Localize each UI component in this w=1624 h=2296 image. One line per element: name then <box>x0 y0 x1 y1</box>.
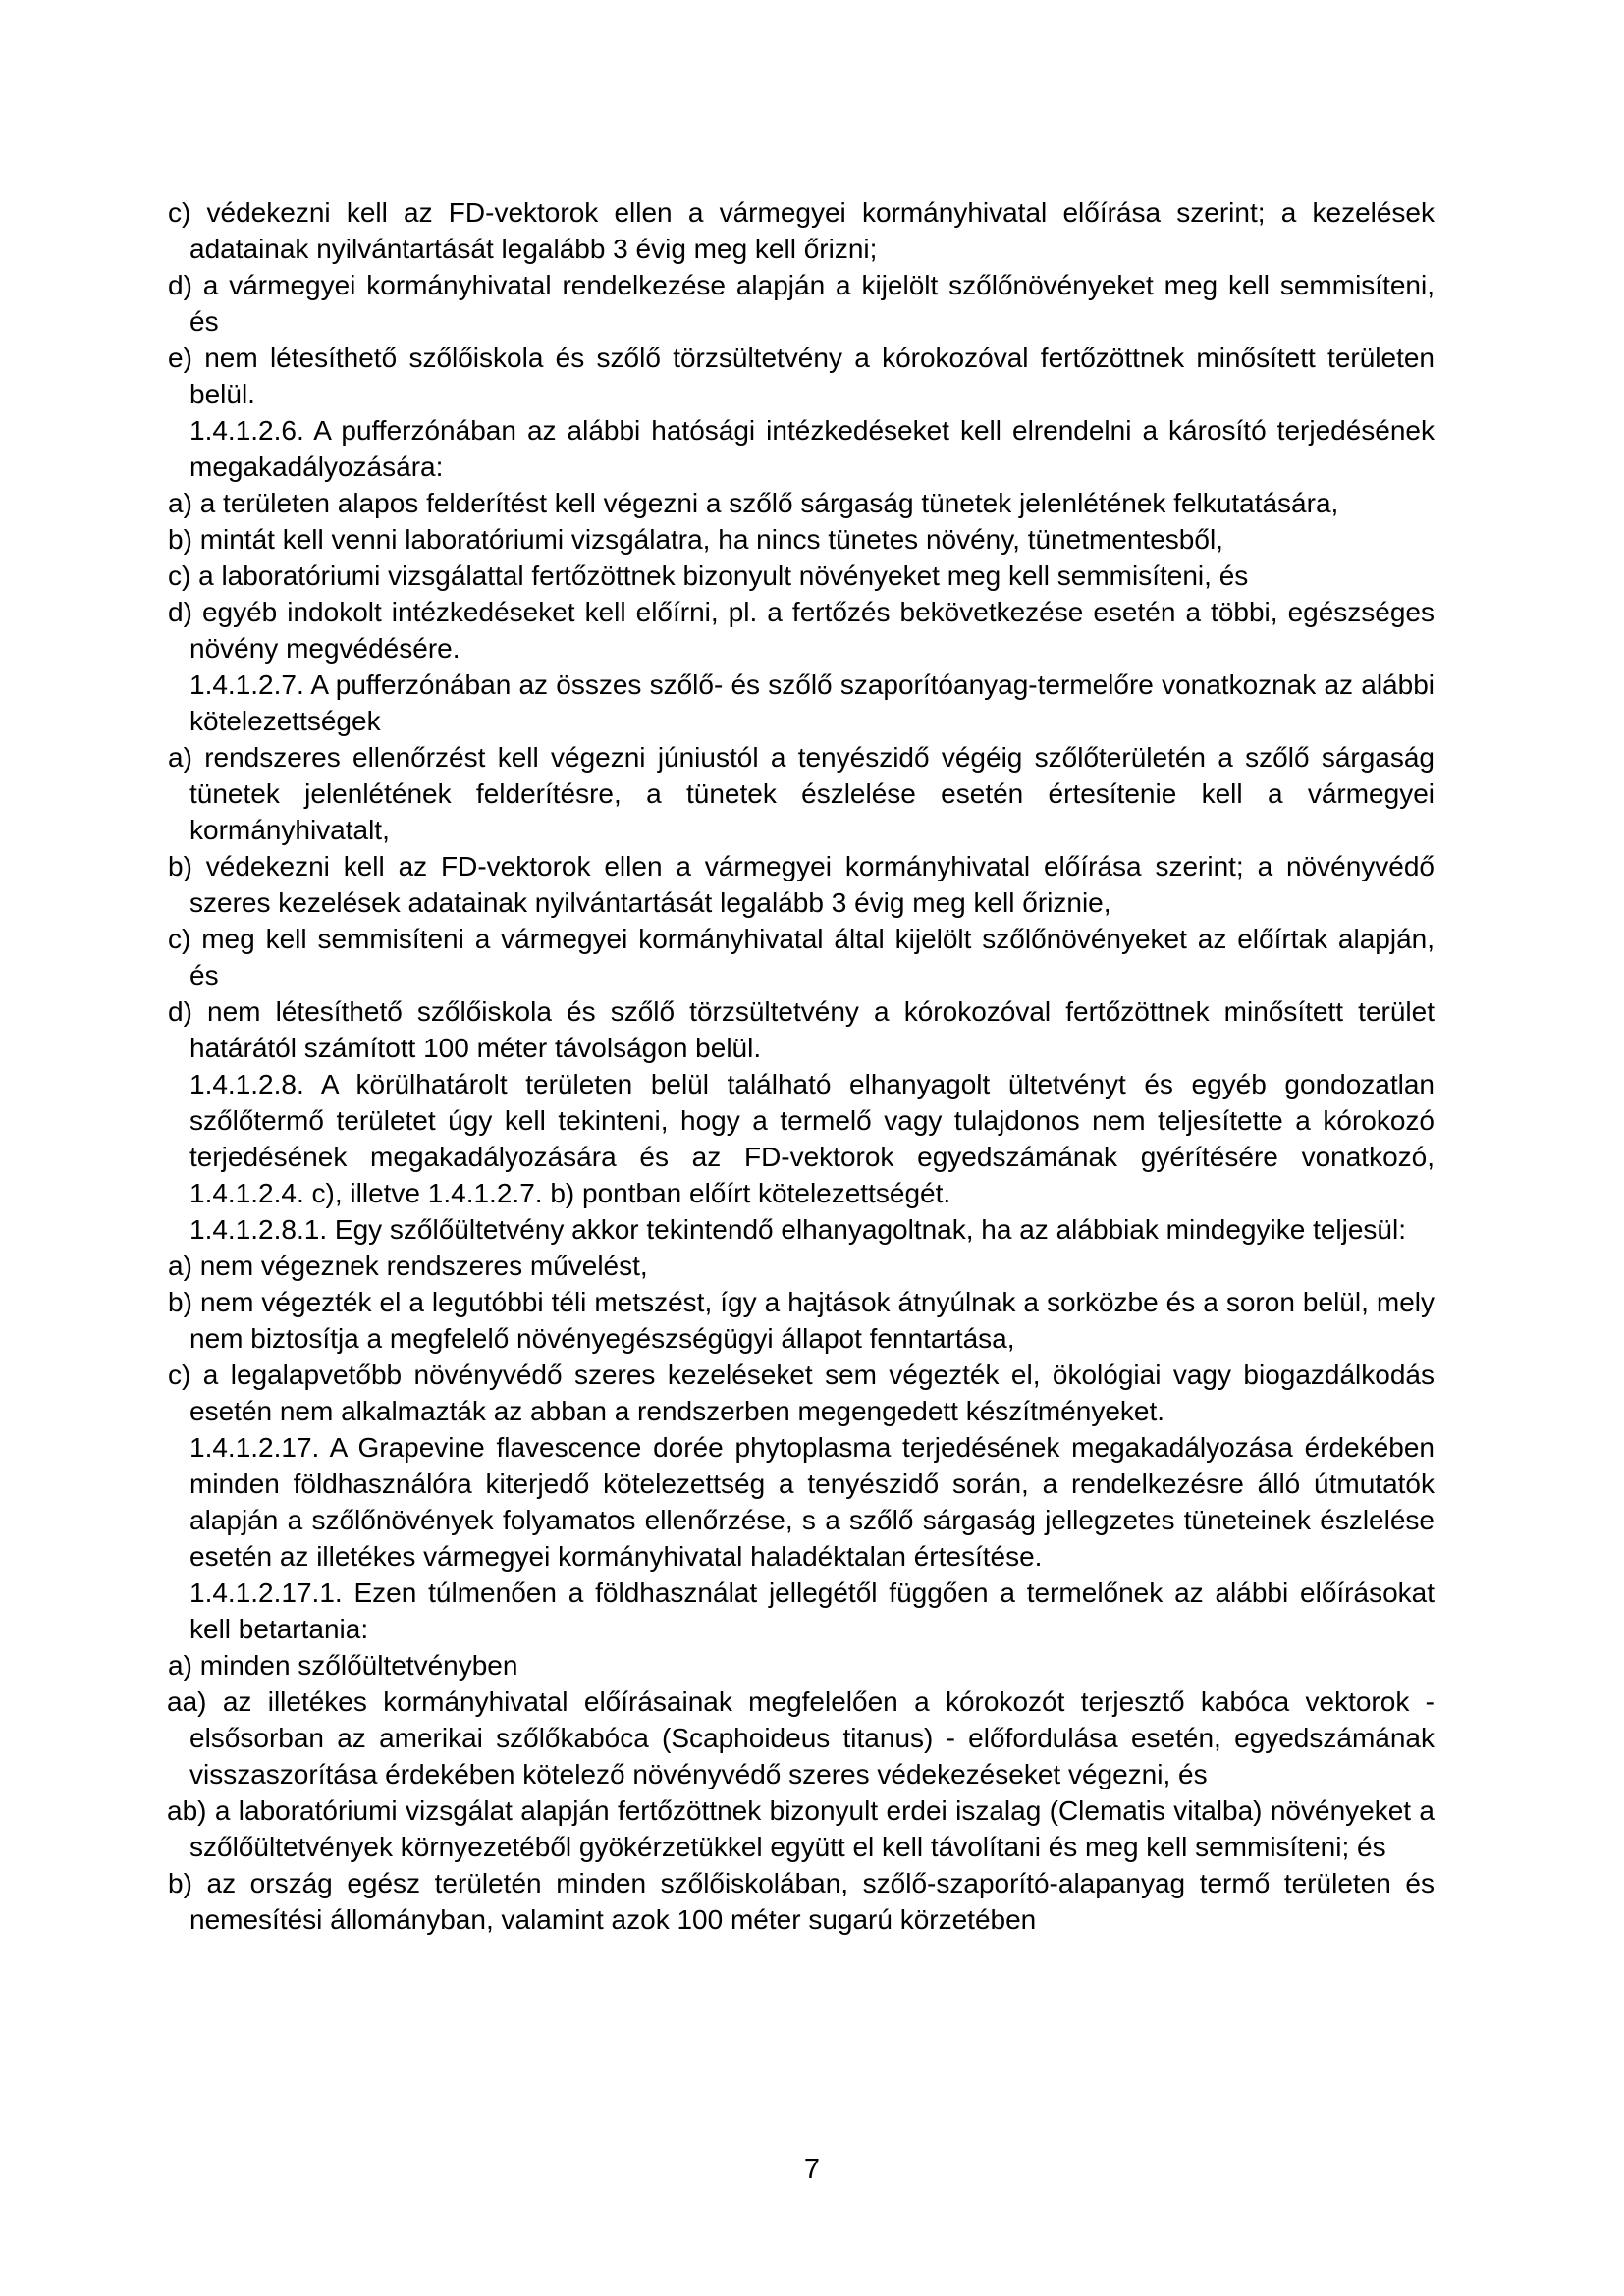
list-item-text: mintát kell venni laboratóriumi vizsgálatra, ha nincs tünetes növény, tünetmentesből, <box>199 524 1223 555</box>
list-item-text: az illetékes kormányhivatal előírásainak megfelelően a kórokozót terjesztő kabóca vektorok - elsősorban az amerikai szőlőkabóca (Scaphoideus titanus) - előfordulása esetén, egyedszámának visszaszorítása érdekében kötelező növényvédő szeres védekezéseket végezni, és <box>189 1686 1435 1789</box>
list-item-text: védekezni kell az FD-vektorok ellen a vármegyei kormányhivatal előírása szerint; a kezelések adatainak nyilvántartását legalább 3 évig meg kell őrizni; <box>189 197 1435 264</box>
list-item <box>168 848 1435 921</box>
list-item-label: b) <box>168 1287 192 1317</box>
numbered-paragraph <box>189 1211 1435 1248</box>
list-item <box>168 485 1435 521</box>
list-item <box>168 194 1435 267</box>
list-item <box>168 993 1435 1066</box>
list-item-label: a) <box>168 1251 192 1281</box>
list-item-text: nem végezték el a legutóbbi téli metszést, így a hajtások átnyúlnak a sorközbe és a soron belül, mely nem biztosítja a megfelelő növényegészségügyi állapot fenntartása, <box>189 1287 1435 1354</box>
list-item <box>168 1248 1435 1284</box>
list-item-text: a vármegyei kormányhivatal rendelkezése alapján a kijelölt szőlőnövényeket meg kell semmisíteni, és <box>189 270 1435 337</box>
list-item-text: védekezni kell az FD-vektorok ellen a vármegyei kormányhivatal előírása szerint; a növényvédő szeres kezelések adatainak nyilvántartását legalább 3 évig meg kell őriznie, <box>189 851 1435 918</box>
list-item <box>168 921 1435 993</box>
list-item-text: nem létesíthető szőlőiskola és szőlő törzsültetvény a kórokozóval fertőzöttnek minősített területen belül. <box>189 343 1435 409</box>
list-item-text: a laboratóriumi vizsgálattal fertőzöttnek bizonyult növényeket meg kell semmisíteni, és <box>198 561 1249 591</box>
list-item <box>168 267 1435 340</box>
list-item-text: a területen alapos felderítést kell végezni a szőlő sárgaság tünetek jelenlétének felkutatására, <box>199 488 1339 518</box>
list-item-text: nem létesíthető szőlőiskola és szőlő törzsültetvény a kórokozóval fertőzöttnek minősített terület határától számított 100 méter távolságon belül. <box>189 996 1435 1063</box>
list-item-label: c) <box>168 561 191 591</box>
list-item <box>168 594 1435 667</box>
list-item <box>168 1284 1435 1357</box>
paragraph-text: 1.4.1.2.8.1. Egy szőlőültetvény akkor tekintendő elhanyagoltnak, ha az alábbiak mindegyike teljesül: <box>189 1214 1406 1245</box>
list-item-text: minden szőlőültetvényben <box>199 1650 518 1681</box>
numbered-paragraph <box>189 667 1435 739</box>
list-item <box>168 521 1435 558</box>
list-item-text: egyéb indokolt intézkedéseket kell előírni, pl. a fertőzés bekövetkezése esetén a többi, egészséges növény megvédésére. <box>189 597 1435 664</box>
list-item-label: ab) <box>167 1795 207 1826</box>
list-item <box>168 1357 1435 1429</box>
list-item-label: aa) <box>167 1686 207 1717</box>
list-item-label: d) <box>168 270 192 300</box>
paragraph-text: 1.4.1.2.7. A pufferzónában az összes szőlő- és szőlő szaporítóanyag-termelőre vonatkoznak az alábbi kötelezettségek <box>189 669 1435 736</box>
page-number: 7 <box>803 2154 821 2185</box>
numbered-paragraph <box>189 412 1435 485</box>
sub-list-item <box>167 1683 1435 1792</box>
list-item-label: c) <box>168 197 191 228</box>
list-item-text: a legalapvetőbb növényvédő szeres kezeléseket sem végezték el, ökológiai vagy biogazdálkodás esetén nem alkalmazták az abban a rendszerben megengedett készítményeket. <box>189 1360 1435 1426</box>
list-item-text: a laboratóriumi vizsgálat alapján fertőzöttnek bizonyult erdei iszalag (Clematis vitalba) növényeket a szőlőültetvények környezetéből gyökérzetükkel együtt el kell távolítani és meg kell semmisíteni; és <box>189 1795 1435 1862</box>
list-item <box>168 1865 1435 1938</box>
list-item <box>168 558 1435 594</box>
paragraph-text: 1.4.1.2.8. A körülhatárolt területen belül található elhanyagolt ültetvényt és egyéb gondozatlan szőlőtermő területet úgy kell tekinteni, hogy a termelő vagy tulajdonos nem teljesítette a kórokozó terjedésének megakadályozására és az FD-vektorok egyedszámának gyérítésére vonatkozó, 1.4.1.2.4. c), illetve 1.4.1.2.7. b) pontban előírt kötelezettségét. <box>189 1069 1435 1208</box>
paragraph-text: 1.4.1.2.6. A pufferzónában az alábbi hatósági intézkedéseket kell elrendelni a károsító terjedésének megakadályozására: <box>189 415 1435 482</box>
list-item-label: c) <box>168 1360 191 1390</box>
paragraph-text: 1.4.1.2.17. A Grapevine flavescence dorée phytoplasma terjedésének megakadályozása érdekében minden földhasználóra kiterjedő kötelezettség a tenyészidő során, a rendelkezésre álló útmutatók alapján a szőlőnövények folyamatos ellenőrzése, s a szőlő sárgaság jellegzetes tüneteinek észlelése esetén az illetékes vármegyei kormányhivatal haladéktalan értesítése. <box>189 1432 1435 1572</box>
numbered-paragraph <box>189 1066 1435 1211</box>
list-item-label: a) <box>168 488 192 518</box>
list-item-label: e) <box>168 343 192 373</box>
sub-list-item <box>167 1792 1435 1865</box>
list-item-text: az ország egész területén minden szőlőiskolában, szőlő-szaporító-alapanyag termő területen és nemesítési állományban, valamint azok 100 méter sugarú körzetében <box>189 1868 1435 1935</box>
list-item-label: b) <box>168 524 192 555</box>
list-item-label: a) <box>168 1650 192 1681</box>
list-item-text: nem végeznek rendszeres művelést, <box>199 1251 648 1281</box>
list-item <box>168 739 1435 848</box>
list-item <box>168 340 1435 412</box>
list-item-label: a) <box>168 742 192 773</box>
numbered-paragraph <box>189 1575 1435 1647</box>
list-item-label: d) <box>168 996 192 1027</box>
list-item <box>168 1647 1435 1683</box>
list-item-text: rendszeres ellenőrzést kell végezni júniustól a tenyészidő végéig szőlőterületén a szőlő sárgaság tünetek jelenlétének felderítésre, a tünetek észlelése esetén értesítenie kell a vármegyei kormányhivatalt, <box>189 742 1435 845</box>
list-item-label: b) <box>168 851 192 881</box>
paragraph-text: 1.4.1.2.17.1. Ezen túlmenően a földhasználat jellegétől függően a termelőnek az alábbi előírásokat kell betartania: <box>189 1577 1435 1644</box>
document-body <box>167 194 1435 1938</box>
list-item-label: c) <box>168 924 191 954</box>
numbered-paragraph <box>189 1429 1435 1575</box>
list-item-label: b) <box>168 1868 192 1898</box>
list-item-text: meg kell semmisíteni a vármegyei kormányhivatal által kijelölt szőlőnövényeket az előírtak alapján, és <box>189 924 1435 990</box>
list-item-label: d) <box>168 597 192 627</box>
